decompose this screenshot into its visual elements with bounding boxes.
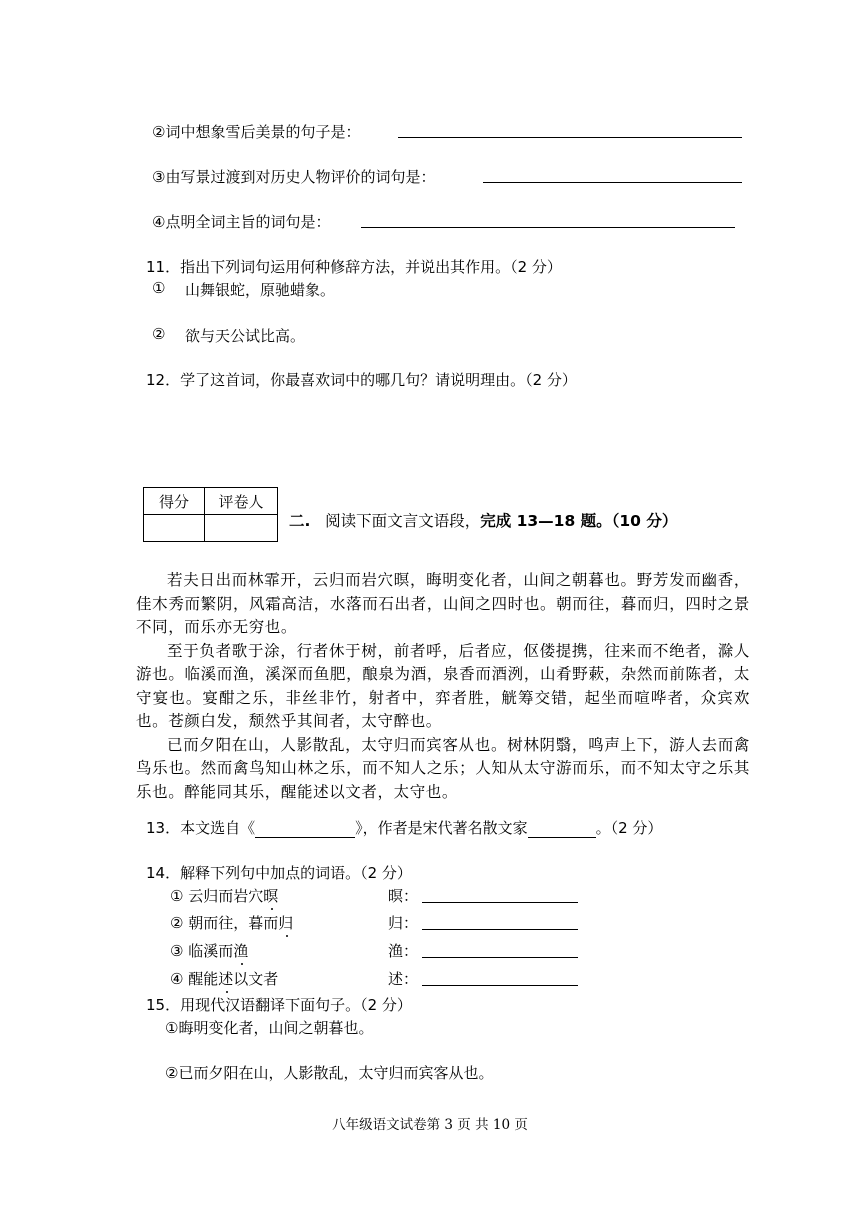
section-heading — [289, 509, 677, 531]
dotted-word: 归 — [278, 914, 294, 932]
q10-item3: ③由写景过渡到对历史人物评价的词句是： — [152, 168, 436, 186]
q14-row-num: ② — [170, 914, 184, 932]
q12-stem: 12．学了这首词，你最喜欢词中的哪几句？请说明理由。（2 分） — [146, 371, 577, 389]
q13-part-b: 》，作者是宋代著名散文家 — [355, 819, 528, 837]
q14-row-pre: 朝而往，暮而 — [188, 914, 279, 932]
q14-row-3-label: 渔： — [388, 942, 419, 960]
q14-row-3-blank[interactable] — [422, 957, 578, 958]
q11-item1-text: 山舞银蛇，原驰蜡象。 — [185, 281, 336, 299]
q14-row-3 — [170, 940, 248, 961]
passage-paragraph-2: 至于负者歌于涂，行者休于树，前者呼，后者应，伛偻提携，往来而不绝者，滁人游也。临溪而渔，溪深而鱼肥，酿泉为酒，泉香而酒洌，山肴野蔌，杂然而前陈者，太守宴也。宴酣之乐，非丝非竹，射者中，弈者胜，觥筹交错，起坐而喧哗者，众宾欢也。苍颜白发，颓然乎其间者，太守醉也。 — [136, 641, 750, 730]
q14-row-4-label: 述： — [388, 970, 419, 988]
q14-row-2-blank[interactable] — [422, 929, 578, 930]
q14-row-post: 以文者 — [233, 970, 279, 988]
dotted-word: 暝 — [263, 887, 279, 905]
classical-passage — [136, 569, 750, 804]
q14-row-1-blank[interactable] — [422, 902, 578, 903]
q13-stem — [146, 817, 662, 838]
q14-stem: 14．解释下列句中加点的词语。（2 分） — [146, 864, 412, 882]
q13-part-c: 。（2 分） — [595, 819, 663, 837]
section-title-c: 完成 13—18 题。（10 分） — [480, 512, 678, 530]
page-footer: 八年级语文试卷第 3 页 共 10 页 — [332, 1117, 528, 1133]
section-title-a: 阅读下面 — [325, 512, 388, 530]
q10-item3-blank[interactable] — [483, 182, 742, 183]
grader-cell[interactable] — [205, 515, 278, 542]
q11-item2-num: ② — [152, 325, 166, 343]
q14-row-pre: 临溪而 — [188, 942, 234, 960]
dotted-word: 述 — [218, 970, 234, 988]
passage-paragraph-1: 若夫日出而林霏开，云归而岩穴暝，晦明变化者，山间之朝暮也。野芳发而幽香，佳木秀而繁阴，风霜高洁，水落而石出者，山间之四时也。朝而往，暮而归，四时之景不同，而乐亦无穷也。 — [136, 571, 750, 636]
score-cell[interactable] — [144, 515, 205, 542]
q15-item1: ①晦明变化者，山间之朝暮也。 — [165, 1019, 374, 1037]
q14-row-num: ③ — [170, 942, 184, 960]
q14-row-pre: 云归而岩穴 — [188, 887, 264, 905]
q14-row-1-label: 暝： — [388, 887, 419, 905]
q14-row-num: ① — [170, 887, 184, 905]
q14-row-4 — [170, 968, 278, 989]
section-title-b: 文言文语段， — [387, 512, 481, 530]
q10-item4: ④点明全词主旨的词句是： — [152, 213, 331, 231]
q14-row-1 — [170, 885, 278, 906]
section-number: 二. — [289, 512, 311, 530]
q10-item2: ②词中想象雪后美景的句子是： — [152, 123, 361, 141]
q10-item4-blank[interactable] — [361, 227, 735, 228]
q15-stem: 15．用现代汉语翻译下面句子。（2 分） — [146, 996, 412, 1014]
q14-row-2 — [170, 912, 293, 933]
q14-row-4-blank[interactable] — [422, 985, 578, 986]
q14-row-num: ④ — [170, 970, 184, 988]
passage-paragraph-3: 已而夕阳在山，人影散乱，太守归而宾客从也。树林阴翳，鸣声上下，游人去而禽鸟乐也。然而禽鸟知山林之乐，而不知人之乐；人知从太守游而乐，而不知太守之乐其乐也。醉能同其乐，醒能述以文者，太守也。 — [136, 735, 750, 801]
q13-part-a: 13．本文选自《 — [146, 819, 256, 837]
q14-row-2-label: 归： — [388, 914, 419, 932]
q14-row-pre: 醒能 — [188, 970, 219, 988]
dotted-word: 渔 — [233, 942, 249, 960]
score-box — [143, 487, 278, 542]
grader-header: 评卷人 — [205, 488, 278, 515]
q11-item1-num: ① — [152, 279, 166, 297]
q13-book-blank[interactable] — [255, 819, 355, 838]
q13-author-blank[interactable] — [528, 819, 596, 838]
q10-item2-blank[interactable] — [398, 137, 742, 138]
q15-item2: ②已而夕阳在山，人影散乱，太守归而宾客从也。 — [165, 1064, 494, 1082]
q11-item2-text: 欲与天公试比高。 — [185, 327, 306, 345]
score-header: 得分 — [144, 488, 205, 515]
q11-stem: 11．指出下列词句运用何种修辞方法，并说出其作用。（2 分） — [146, 258, 562, 276]
